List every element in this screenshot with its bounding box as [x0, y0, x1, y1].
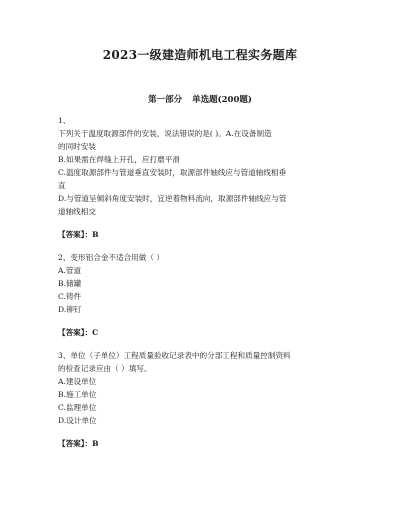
- question-text-line: 3、单位（子单位）工程质量验收记录表中的分部工程和质量控制资料: [58, 351, 291, 360]
- option-d: D.与管道呈倾斜角度安装时，宜逆着物料流向，取源部件轴线应与管: [58, 194, 287, 203]
- question-text-line: 下列关于温度取源部件的安装，说法错误的是( )。A.在设备制造: [58, 129, 272, 138]
- option-a: A.建设单位: [58, 377, 97, 386]
- option-d: D.设计单位: [58, 416, 97, 425]
- option-d-continued: 道轴线相交: [58, 207, 96, 216]
- question-text-line: 的同时安装: [58, 142, 96, 151]
- option-a: A.管道: [58, 266, 82, 275]
- question-1: [58, 114, 348, 241]
- option-b: B.如果需在焊缝上开孔，应打磨平滑: [58, 155, 180, 164]
- question-text-line: 2、变形铝合金不适合用做（ ）: [58, 253, 164, 262]
- option-b: B.储罐: [58, 279, 82, 288]
- answer-2: 【答案】：C: [58, 328, 99, 337]
- option-c: C.温度取源部件与管道垂直安装时，取源部件轴线应与管道轴线相垂: [58, 168, 287, 177]
- question-2: [58, 251, 348, 339]
- option-c: C.监理单位: [58, 403, 97, 412]
- section-heading: [0, 93, 400, 105]
- answer-3: 【答案】：B: [58, 439, 99, 448]
- option-d: D.铆钉: [58, 305, 82, 314]
- question-number: 1、: [58, 116, 71, 125]
- question-list: [58, 114, 348, 460]
- option-b: B.施工单位: [58, 390, 97, 399]
- question-text-line: 的检查记录应由（ ）填写。: [58, 364, 152, 373]
- question-3: [58, 349, 348, 450]
- section-type: 单选题(200题): [192, 95, 252, 105]
- answer-1: 【答案】：B: [58, 230, 99, 239]
- document-title: 2023一级建造师机电工程实务题库: [102, 48, 298, 62]
- option-c: C.铸件: [58, 292, 82, 301]
- section-part: 第一部分: [148, 95, 183, 105]
- option-c-continued: 直: [58, 181, 66, 190]
